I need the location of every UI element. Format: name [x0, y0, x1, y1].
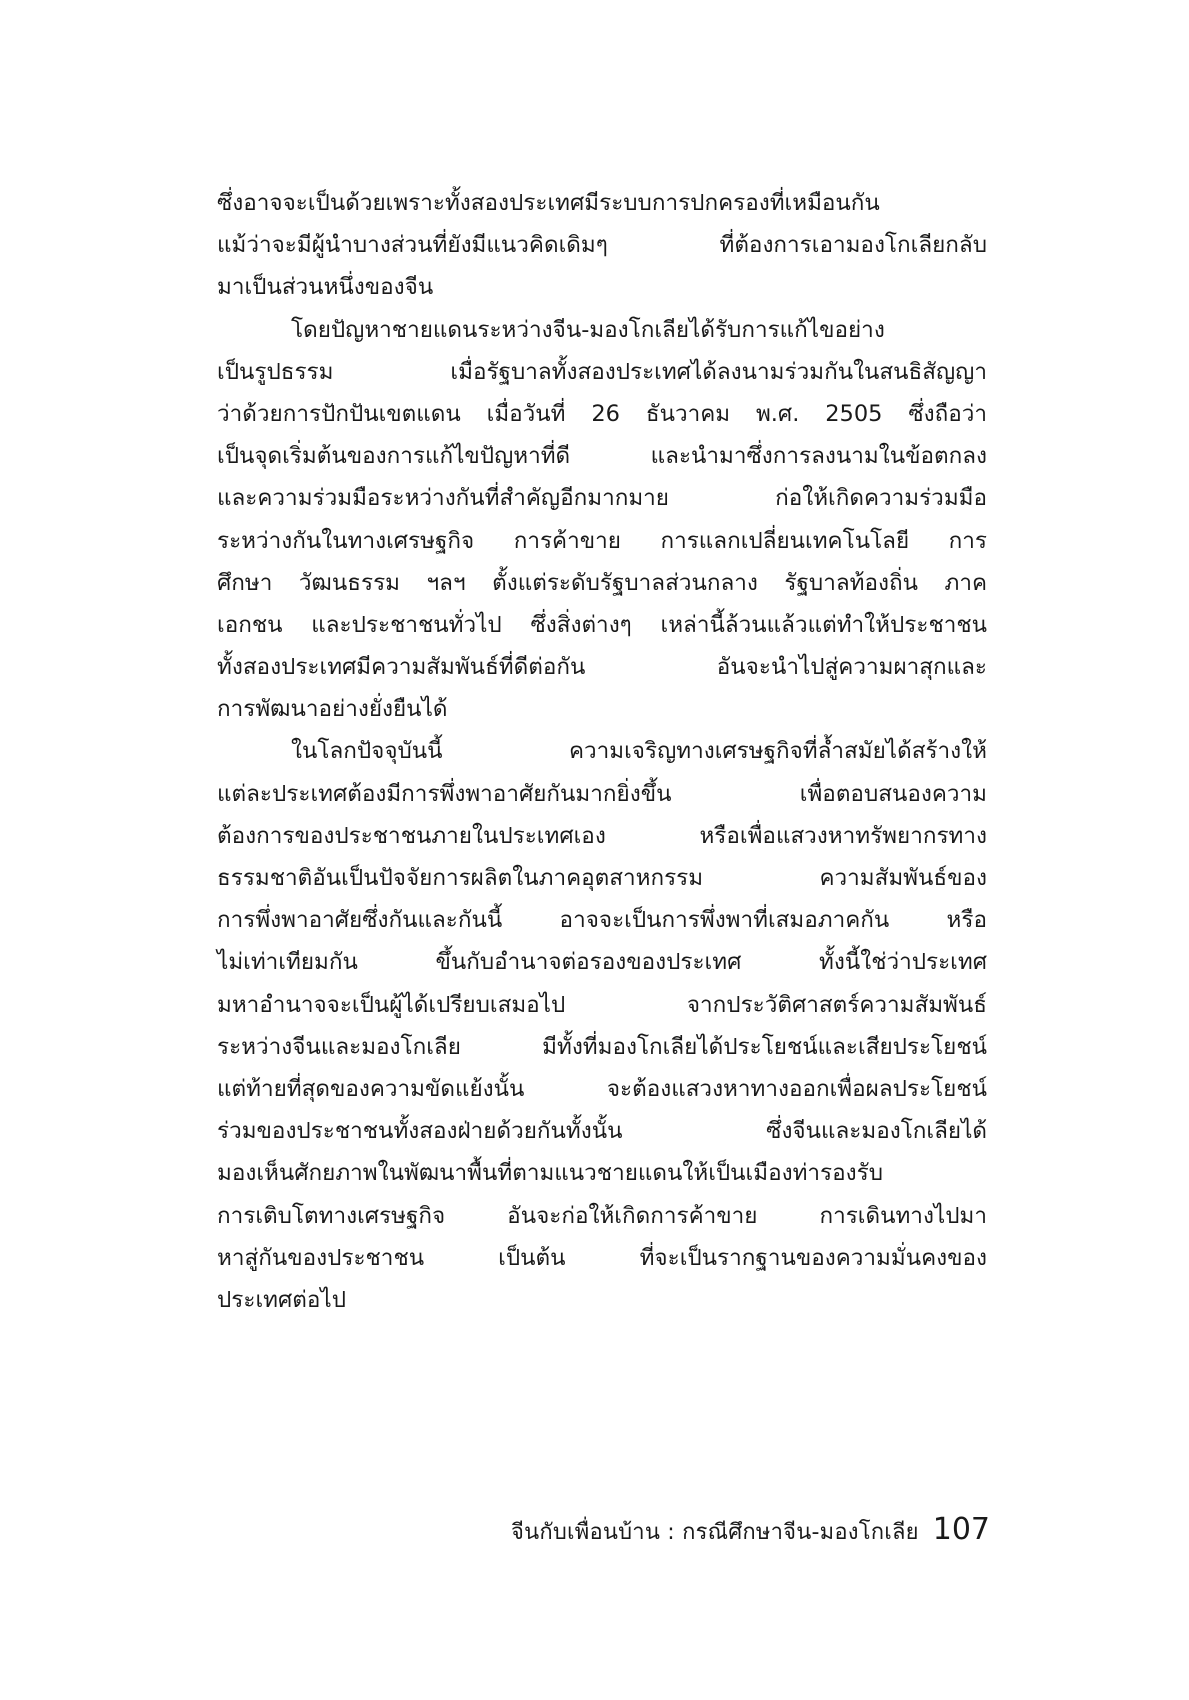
body-line: ซึ่งอาจจะเป็นด้วยเพราะทั้งสองประเทศมีระบบการปกครองที่เหมือนกัน — [217, 190, 880, 216]
body-line: การพัฒนาอย่างยั่งยืนได้ — [217, 696, 448, 723]
running-title: จีนกับเพื่อนบ้าน : กรณีศึกษาจีน-มองโกเลีย — [511, 1520, 919, 1545]
body-line: ร่วมของประชาชนทั้งสองฝ่ายด้วยกันทั้งนั้น ซึ่งจีนและมองโกเลียได้ — [217, 1118, 987, 1145]
page-number: 107 — [932, 1512, 990, 1547]
body-line: เอกชน และประชาชนทั่วไป ซึ่งสิ่งต่างๆ เหล่านี้ล้วนแล้วแต่ทำให้ประชาชน — [217, 611, 987, 638]
body-line: หาสู่กันของประชาชน เป็นต้น ที่จะเป็นรากฐานของความมั่นคงของ — [217, 1244, 987, 1271]
paragraph-first-line: โดยปัญหาชายแดนระหว่างจีน-มองโกเลียได้รับการแก้ไขอย่าง — [291, 316, 885, 343]
body-line: มองเห็นศักยภาพในพัฒนาพื้นที่ตามแนวชายแดนให้เป็นเมืองท่ารองรับ — [217, 1160, 883, 1187]
body-line: เป็นจุดเริ่มต้นของการแก้ไขปัญหาที่ดี และนำมาซึ่งการลงนามในข้อตกลง — [217, 443, 987, 470]
body-line: การเติบโตทางเศรษฐกิจ อันจะก่อให้เกิดการค้าขาย การเดินทางไปมา — [217, 1202, 987, 1229]
body-line: มหาอำนาจจะเป็นผู้ได้เปรียบเสมอไป จากประวัติศาสตร์ความสัมพันธ์ — [217, 991, 987, 1018]
body-line: ทั้งสองประเทศมีความสัมพันธ์ที่ดีต่อกัน อันจะนำไปสู่ความผาสุกและ — [217, 654, 987, 681]
body-line: ประเทศต่อไป — [217, 1286, 346, 1313]
body-line: ต้องการของประชาชนภายในประเทศเอง หรือเพื่อแสวงหาทรัพยากรทาง — [217, 822, 987, 849]
body-line: ไม่เท่าเทียมกัน ขึ้นกับอำนาจต่อรองของประเทศ ทั้งนี้ใช่ว่าประเทศ — [217, 949, 987, 976]
body-line: ธรรมชาติอันเป็นปัจจัยการผลิตในภาคอุตสาหกรรม ความสัมพันธ์ของ — [217, 865, 987, 891]
page-footer — [450, 1512, 990, 1549]
paragraph-first-line: ในโลกปัจจุบันนี้ ความเจริญทางเศรษฐกิจที่ล้ำสมัยได้สร้างให้ — [291, 738, 987, 765]
body-line: เป็นรูปธรรม เมื่อรัฐบาลทั้งสองประเทศได้ลงนามร่วมกันในสนธิสัญญา — [217, 358, 987, 385]
body-line: ระหว่างกันในทางเศรษฐกิจ การค้าขาย การแลกเปลี่ยนเทคโนโลยี การ — [217, 527, 987, 554]
body-line: ระหว่างจีนและมองโกเลีย มีทั้งที่มองโกเลียได้ประโยชน์และเสียประโยชน์ — [217, 1033, 987, 1060]
body-line: แต่ท้ายที่สุดของความขัดแย้งนั้น จะต้องแสวงหาทางออกเพื่อผลประโยชน์ — [217, 1075, 987, 1102]
body-line: และความร่วมมือระหว่างกันที่สำคัญอีกมากมาย ก่อให้เกิดความร่วมมือ — [217, 485, 987, 512]
body-line: ว่าด้วยการปักปันเขตแดน เมื่อวันที่ 26 ธันวาคม พ.ศ. 2505 ซึ่งถือว่า — [217, 400, 987, 427]
body-line: ศึกษา วัฒนธรรม ฯลฯ ตั้งแต่ระดับรัฐบาลส่วนกลาง รัฐบาลท้องถิ่น ภาค — [217, 569, 987, 596]
body-line: แม้ว่าจะมีผู้นำบางส่วนที่ยังมีแนวคิดเดิมๆ ที่ต้องการเอามองโกเลียกลับ — [217, 232, 987, 259]
body-line: มาเป็นส่วนหนึ่งของจีน — [217, 274, 434, 301]
body-line: การพึ่งพาอาศัยซึ่งกันและกันนี้ อาจจะเป็นการพึ่งพาที่เสมอภาคกัน หรือ — [217, 907, 987, 934]
body-text — [217, 182, 987, 1321]
body-line: แต่ละประเทศต้องมีการพึ่งพาอาศัยกันมากยิ่งขึ้น เพื่อตอบสนองความ — [217, 780, 987, 807]
